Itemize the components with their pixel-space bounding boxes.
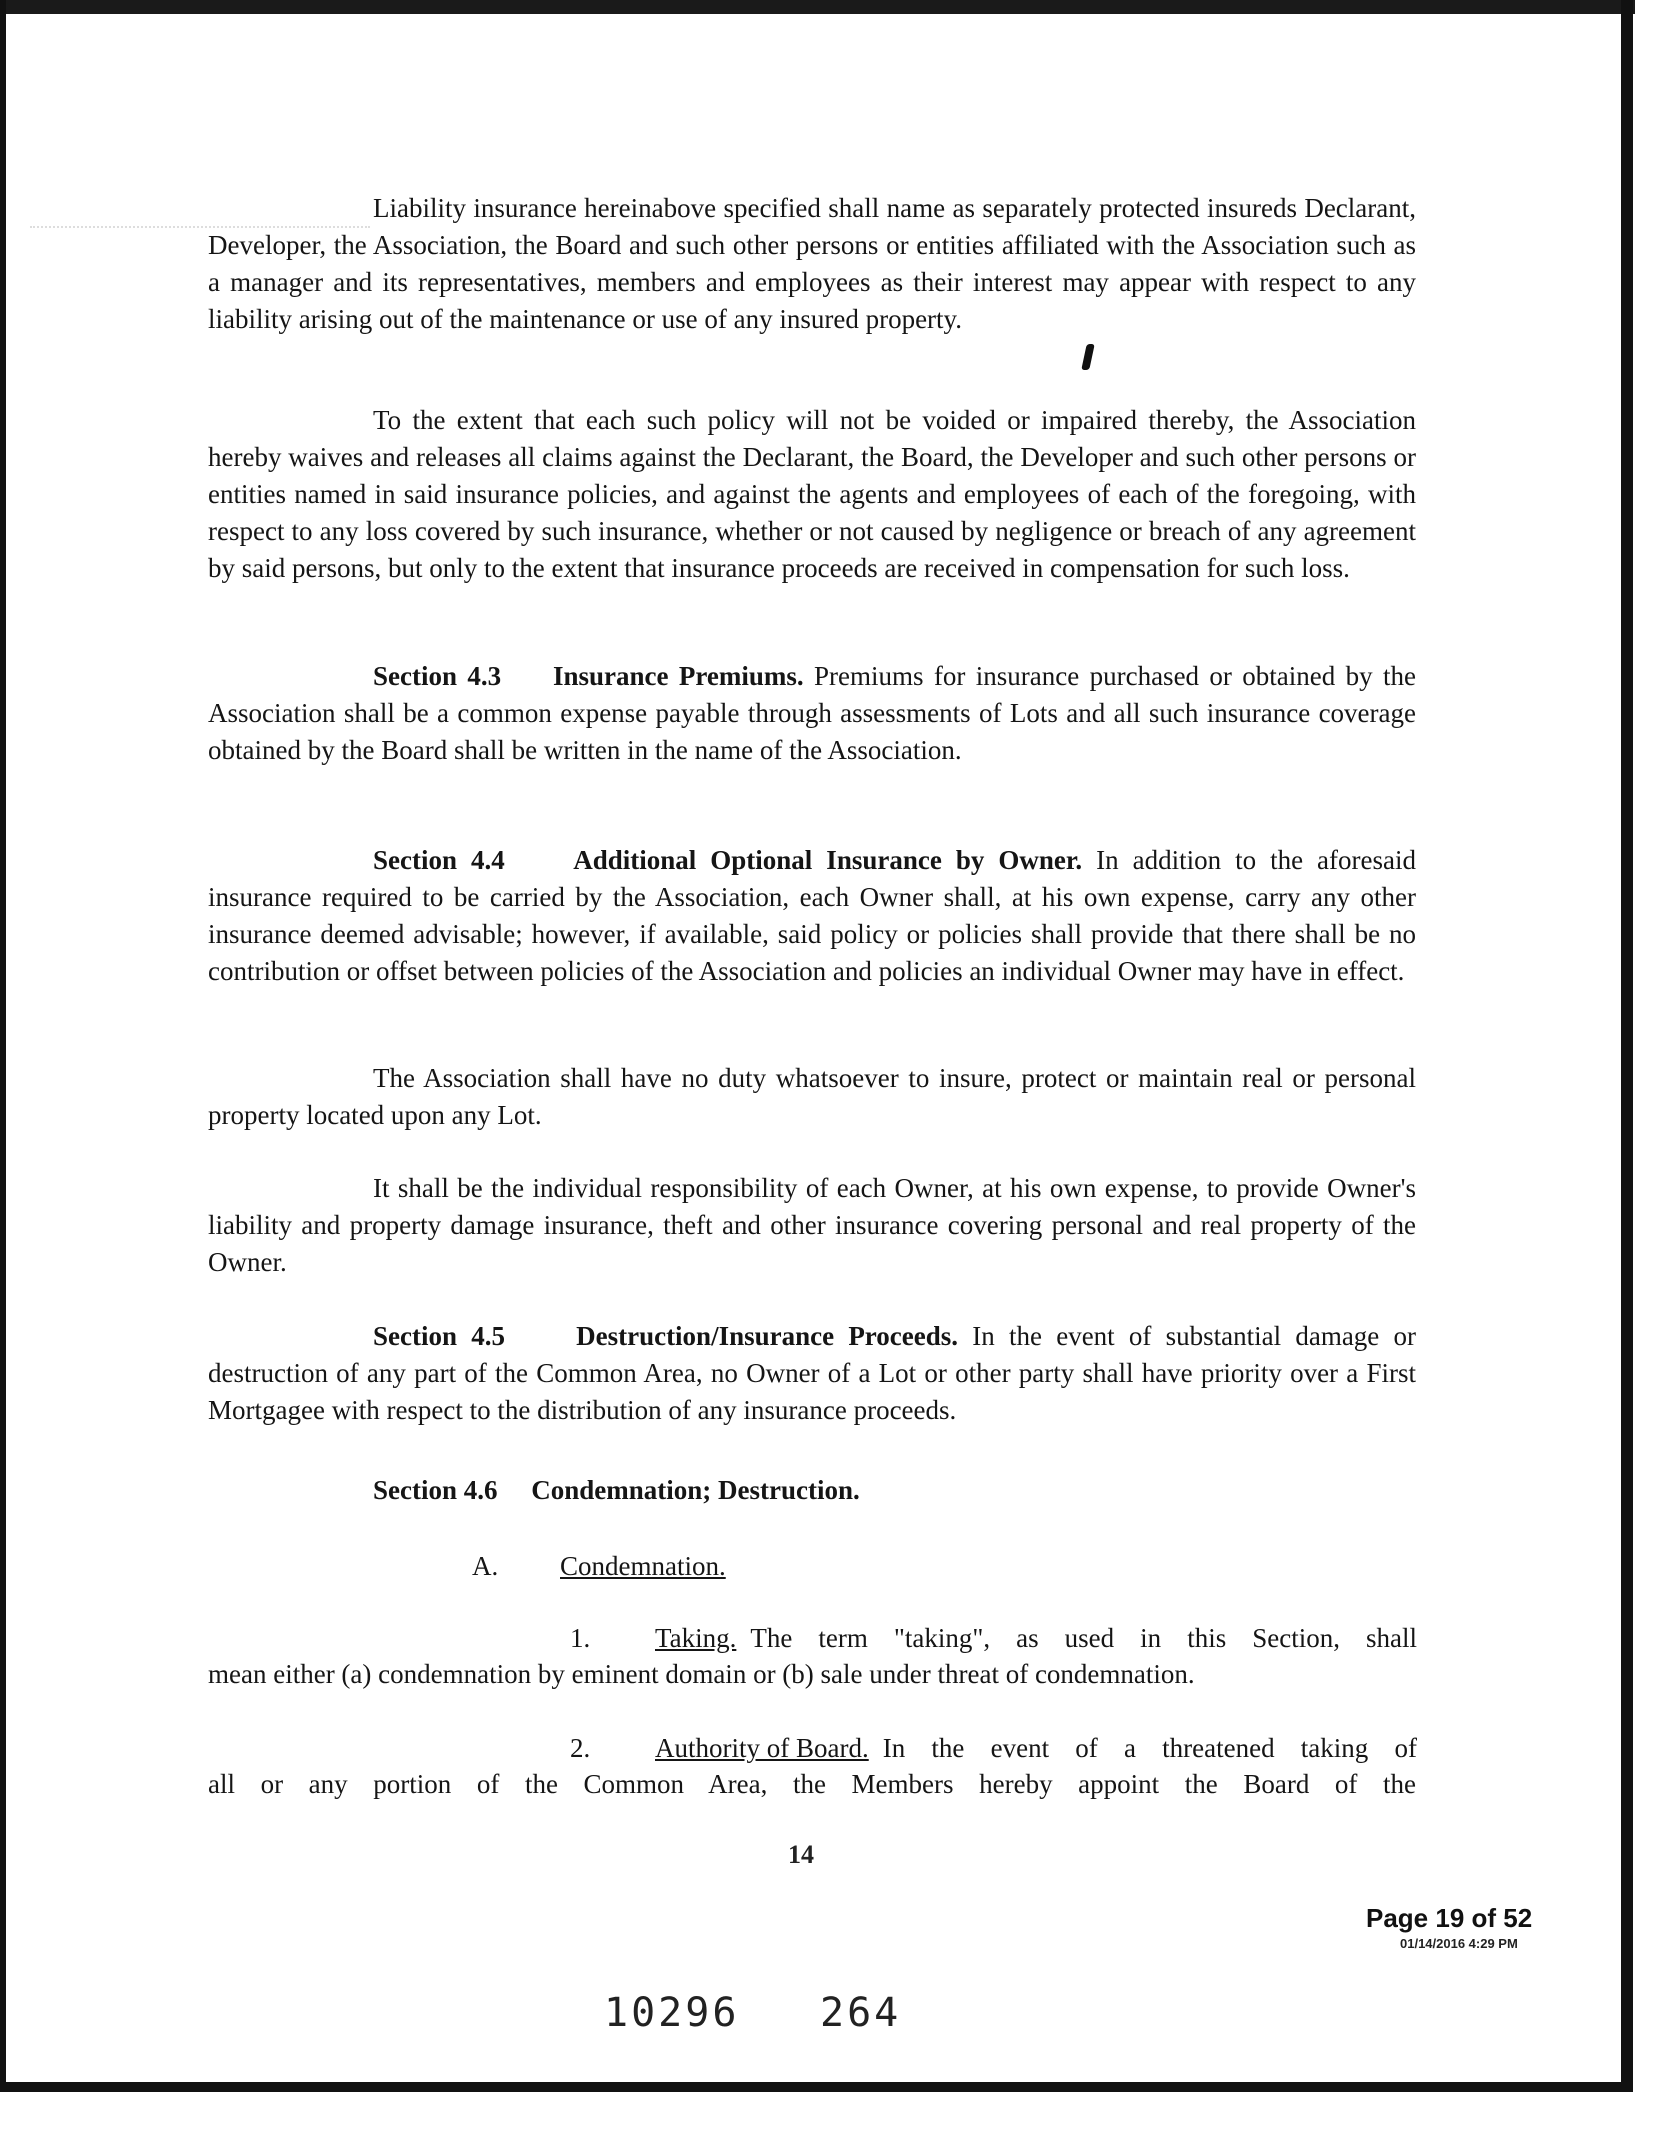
book-number: 10296 <box>604 1990 740 2036</box>
item-1-title: Taking. <box>655 1623 737 1653</box>
item-1-continuation: mean either (a) condemnation by eminent domain or (b) sale under threat of condemnation. <box>208 1659 1195 1689</box>
item-2-body: In the event of a threatened taking of <box>882 1733 1417 1763</box>
item-1-body: The term "taking", as used in this Section, shall <box>750 1623 1417 1653</box>
section-4-5-heading: Section 4.5 Destruction/Insurance Proceeds. <box>373 1321 959 1351</box>
recording-page-stamp: Page 19 of 52 <box>1366 1903 1533 1933</box>
section-4-5-body: In the event of substantial damage or destruction of any part of the Common Area, no Owner of a Lot or other party shall have priority over a First Mortgagee with respect to the distribution of any insurance proceeds. <box>208 1321 1417 1425</box>
recording-time-stamp: 01/14/2016 4:29 PM <box>1400 1936 1518 1951</box>
item-2-title: Authority of Board. <box>655 1733 869 1763</box>
item-2-number: 2. <box>570 1733 591 1763</box>
scan-border-left <box>0 0 6 2090</box>
section-4-3 <box>208 658 1416 769</box>
section-4-5 <box>208 1318 1416 1429</box>
page-number: 14 <box>788 1840 814 1869</box>
section-4-4 <box>208 842 1416 990</box>
scan-border-top <box>0 0 1635 14</box>
section-4-3-heading: Section 4.3 Insurance Premiums. <box>373 661 804 691</box>
paragraph-waiver: To the extent that each such policy will not be voided or impaired thereby, the Association hereby waives and releases all claims against the Declarant, the Board, the Developer and such other persons or entities named in said insurance policies, and against the agents and employees of each of the foregoing, with respect to any loss covered by such insurance, whether or not caused by negligence or breach of any agreement by said persons, but only to the extent that insurance proceeds are received in compensation for such loss. <box>208 405 1416 583</box>
scan-mark <box>1081 344 1095 370</box>
book-page-number: 264 <box>820 1990 902 2036</box>
section-4-3-body: Premiums for insurance purchased or obtained by the Association shall be a common expense payable through assessments of Lots and all such insurance coverage obtained by the Board shall be written in the name of the Association. <box>208 661 1417 765</box>
section-4-4-heading: Section 4.4 Additional Optional Insurance by Owner. <box>373 845 1083 875</box>
paragraph-no-duty: The Association shall have no duty whatsoever to insure, protect or maintain real or personal property located upon any Lot. <box>208 1063 1416 1130</box>
item-1-number: 1. <box>570 1623 591 1653</box>
subsection-a-label: A. <box>472 1551 499 1581</box>
subsection-a-title: Condemnation. <box>560 1551 726 1581</box>
item-2-line <box>655 1730 1417 1767</box>
section-4-6-heading: Section 4.6 Condemnation; Destruction. <box>373 1475 860 1505</box>
paragraph-owner-responsibility: It shall be the individual responsibility of each Owner, at his own expense, to provide Owner's liability and property damage insurance, theft and other insurance covering personal and real property of the Owner. <box>208 1173 1416 1277</box>
item-1-line <box>655 1620 1417 1657</box>
section-4-4-body: In addition to the aforesaid insurance required to be carried by the Association, each Owner shall, at his own expense, carry any other insurance deemed advisable; however, if available, said policy or policies shall provide that there shall be no contribution or offset between policies of the Association and policies an individual Owner may have in effect. <box>208 845 1416 986</box>
scan-border-right <box>1621 0 1633 2090</box>
scan-border-bottom <box>0 2082 1633 2092</box>
item-2-continuation: all or any portion of the Common Area, the Members hereby appoint the Board of the <box>208 1769 1416 1799</box>
paragraph-liability-insureds: Liability insurance hereinabove specified shall name as separately protected insureds Declarant, Developer, the Association, the Board and such other persons or entities affiliated with the Association such as a manager and its representatives, members and employees as their interest may appear with respect to any liability arising out of the maintenance or use of any insured property. <box>208 193 1416 334</box>
